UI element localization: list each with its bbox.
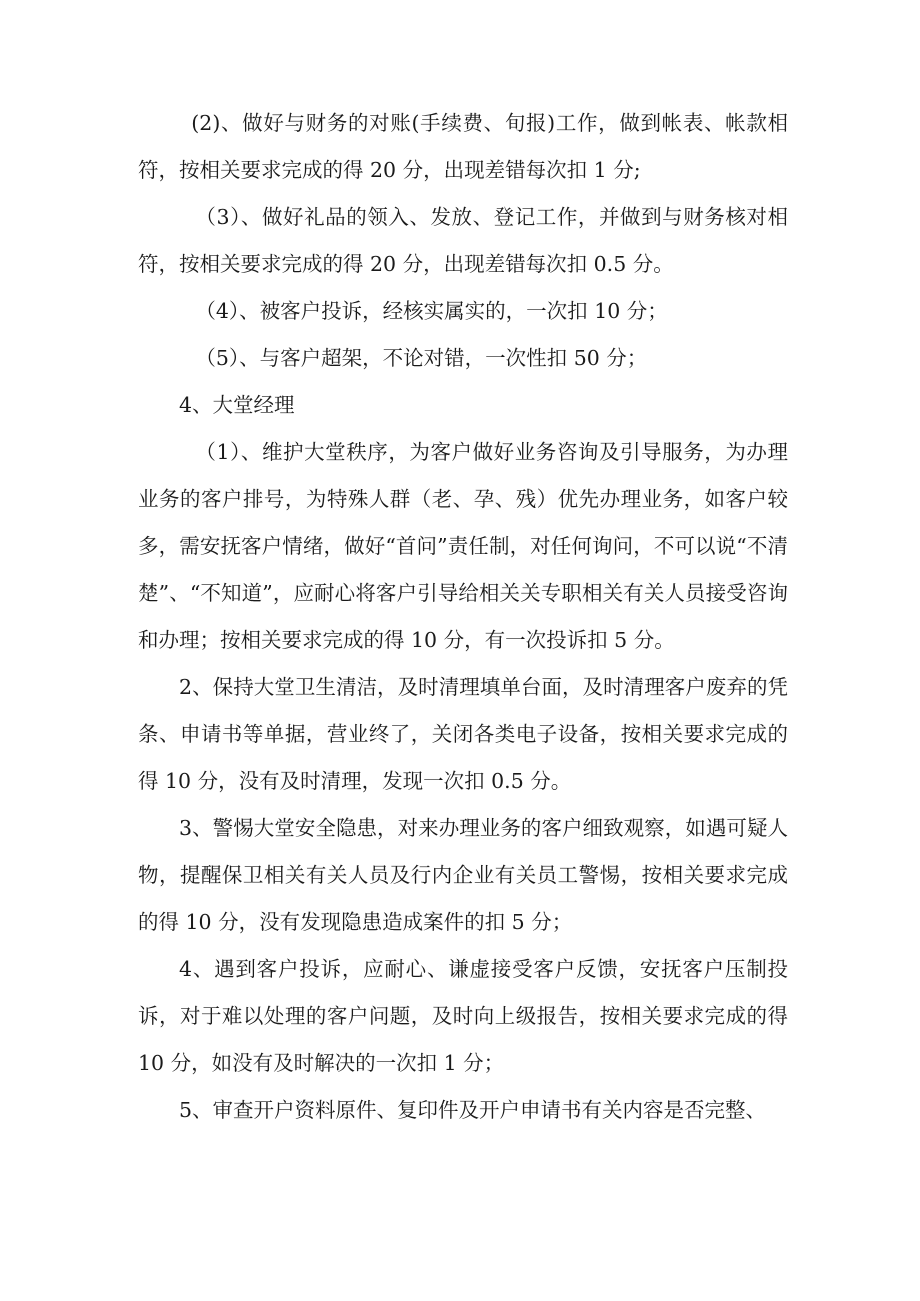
paragraph-lobby-cleaning: 2、保持大堂卫生清洁，及时清理填单台面，及时清理客户废弃的凭条、申请书等单据，营业终了，关闭各类电子设备，按相关要求完成的得 10 分，没有及时清理，发现一次扣 0.5 分。: [138, 675, 788, 793]
paragraph-gifts: （3）、做好礼品的领入、发放、登记工作，并做到与财务核对相符，按相关要求完成的得 20 分，出现差错每次扣 0.5 分。: [138, 205, 788, 276]
paragraph-lobby-order: （1）、维护大堂秩序，为客户做好业务咨询及引导服务，为办理业务的客户排号，为特殊人群（老、孕、残）优先办理业务，如客户较多，需安抚客户情绪，做好“首问”责任制，对任何询问，不可以说“不清楚”、“不知道”，应耐心将客户引导给相关关专职相关有关人员接受咨询和办理；按相关要求完成的得 10 分，有一次投诉扣 5 分。: [138, 440, 788, 652]
paragraph-account-review: 5、审查开户资料原件、复印件及开户申请书有关内容是否完整、: [179, 1098, 767, 1122]
document-body: [138, 100, 788, 1134]
paragraph-complaint: （4）、被客户投诉，经核实属实的，一次扣 10 分；: [195, 299, 668, 323]
paragraph-customer-complaints: 4、遇到客户投诉，应耐心、谦虚接受客户反馈，安抚客户压制投诉，对于难以处理的客户问题，及时向上级报告，按相关要求完成的得 10 分，如没有及时解决的一次扣 1 分；: [138, 957, 788, 1075]
section-heading-lobby-manager: 4、大堂经理: [179, 393, 295, 417]
paragraph-lobby-security: 3、警惕大堂安全隐患，对来办理业务的客户细致观察，如遇可疑人物，提醒保卫相关有关人员及行内企业有关员工警惕，按相关要求完成的得 10 分，没有发现隐患造成案件的扣 5 分；: [138, 816, 788, 934]
paragraph-reconciliation: (2)、做好与财务的对账(手续费、旬报)工作，做到帐表、帐款相符，按相关要求完成的得 20 分，出现差错每次扣 1 分;: [138, 111, 788, 182]
paragraph-quarrel: （5）、与客户超架，不论对错，一次性扣 50 分；: [195, 346, 648, 370]
